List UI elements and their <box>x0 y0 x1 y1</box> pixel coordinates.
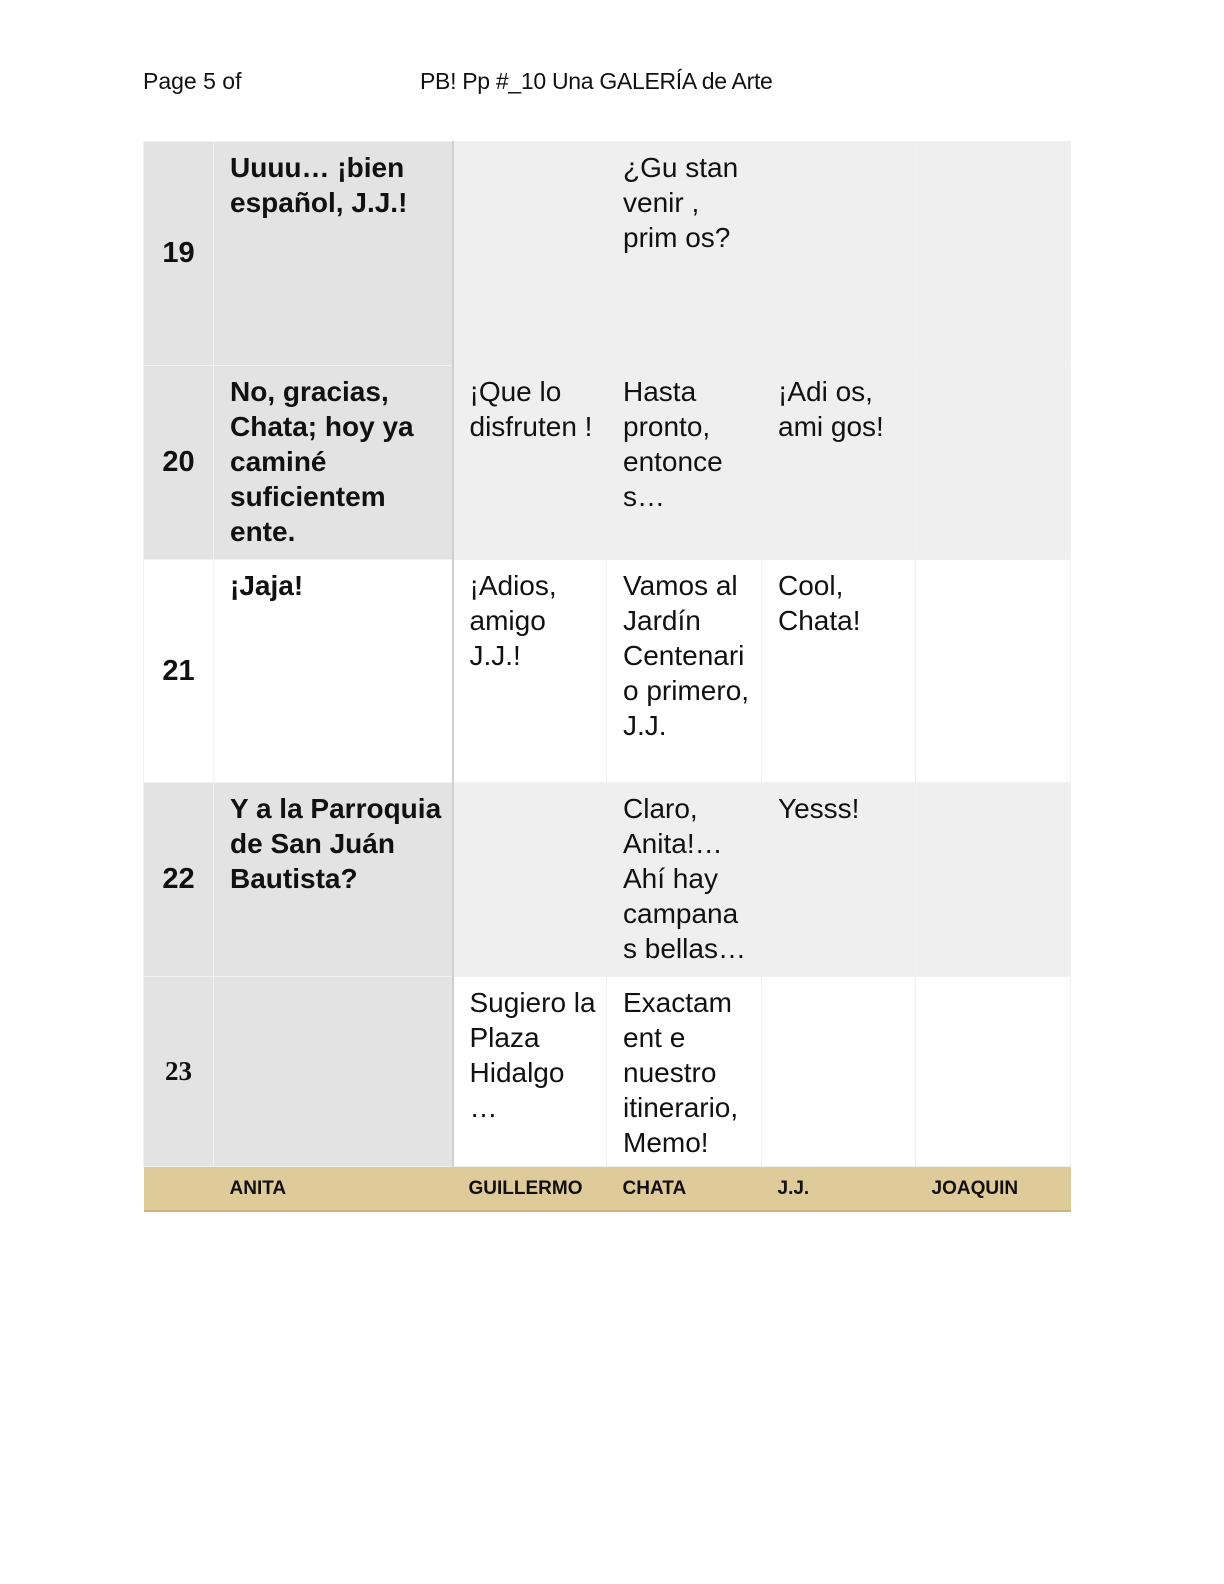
table-row <box>144 560 1071 783</box>
anita-line: ¡Jaja! <box>214 560 453 783</box>
script-table <box>143 141 1071 1212</box>
page-header <box>0 68 1224 104</box>
line-number: 20 <box>144 366 214 560</box>
chata-line: ¿Gu stan venir , prim os? <box>607 142 762 366</box>
page-number-label: Page 5 of <box>143 68 242 94</box>
table-row <box>144 783 1071 977</box>
line-number: 21 <box>144 560 214 783</box>
anita-line: Y a la Parroquia de San Juán Bautista? <box>214 783 453 977</box>
jj-line <box>762 977 916 1167</box>
table-row <box>144 977 1071 1167</box>
line-number: 23 <box>144 977 214 1167</box>
column-header-anita: ANITA <box>214 1167 453 1211</box>
jj-line <box>762 142 916 366</box>
column-header-number <box>144 1167 214 1211</box>
chata-line: Exactam ent e nuestro itinerario, Memo! <box>607 977 762 1167</box>
jj-line: Cool, Chata! <box>762 560 916 783</box>
column-header-joaquin: JOAQUIN <box>916 1167 1071 1211</box>
column-header-chata: CHATA <box>607 1167 762 1211</box>
table-row <box>144 142 1071 366</box>
document-title: PB! Pp #_10 Una GALERÍA de Arte <box>420 68 773 94</box>
table-row <box>144 366 1071 560</box>
jj-line: Yesss! <box>762 783 916 977</box>
joaquin-line <box>916 977 1071 1167</box>
line-number: 22 <box>144 783 214 977</box>
joaquin-line <box>916 142 1071 366</box>
guillermo-line: ¡Que lo disfruten ! <box>453 366 607 560</box>
column-header-row <box>144 1167 1071 1211</box>
column-header-guillermo: GUILLERMO <box>453 1167 607 1211</box>
guillermo-line <box>453 783 607 977</box>
chata-line: Vamos al Jardín Centenari o primero, J.J. <box>607 560 762 783</box>
line-number: 19 <box>144 142 214 366</box>
anita-line: Uuuu… ¡bien español, J.J.! <box>214 142 453 366</box>
joaquin-line <box>916 560 1071 783</box>
anita-line <box>214 977 453 1167</box>
joaquin-line <box>916 783 1071 977</box>
column-header-jj: J.J. <box>762 1167 916 1211</box>
joaquin-line <box>916 366 1071 560</box>
guillermo-line: Sugiero la Plaza Hidalgo … <box>453 977 607 1167</box>
chata-line: Hasta pronto, entonce s… <box>607 366 762 560</box>
guillermo-line <box>453 142 607 366</box>
anita-line: No, gracias, Chata; hoy ya caminé suficientem ente. <box>214 366 453 560</box>
guillermo-line: ¡Adios, amigo J.J.! <box>453 560 607 783</box>
chata-line: Claro, Anita!… Ahí hay campana s bellas… <box>607 783 762 977</box>
jj-line: ¡Adi os, ami gos! <box>762 366 916 560</box>
